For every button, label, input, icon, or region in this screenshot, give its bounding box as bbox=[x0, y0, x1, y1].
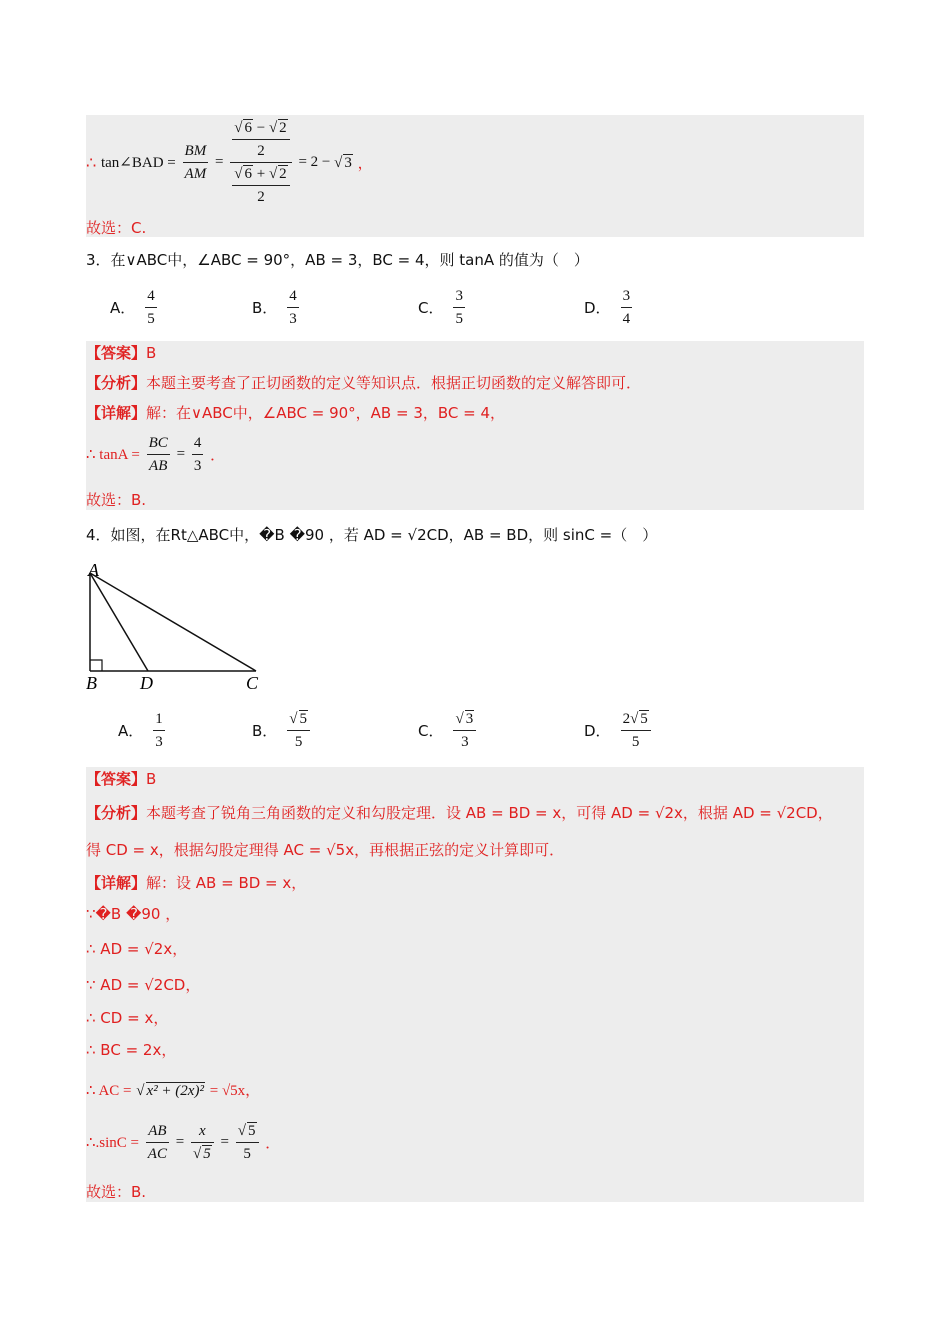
compound-denominator: $\frac{√ 6 + √ 2}{2}$ bbox=[230, 163, 291, 208]
q4-detail: 【详解】解：设 AB = BD = x， bbox=[86, 874, 307, 892]
q3-step: ∴ tanA = $\frac{BC}{AB}$ = $\frac{4}{3}$ ． bbox=[86, 432, 225, 480]
q4-sin-step: ∴.sinC = $\frac{AB}{AC}$ = $\frac{x}{√ 5}$ = $\frac{√ 5}{5}$ ． bbox=[86, 1120, 280, 1170]
q4-analysis-cont: 得 CD = x，根据勾股定理得 AC = √5x，再根据正弦的定义计算即可． bbox=[86, 841, 565, 859]
label-d: D bbox=[140, 673, 153, 693]
q3-option-d[interactable]: D． $\frac{3}{4}$ bbox=[584, 285, 634, 330]
compound-numerator: $\frac{√ 6 - √ 2}{2}$ bbox=[230, 117, 291, 163]
q4-answer: 【答案】B bbox=[86, 770, 157, 788]
therefore-symbol: ∴ bbox=[86, 153, 97, 172]
q4-analysis: 【分析】本题考查了锐角三角函数的定义和勾股定理．设 AB = BD = x，可得 AD = √2x，根据 AD = √2CD， bbox=[86, 804, 833, 822]
q2-choice: 故选：C. bbox=[86, 219, 147, 237]
right-angle-mark bbox=[90, 660, 102, 671]
side-ac bbox=[90, 573, 256, 671]
compound-fraction bbox=[230, 117, 291, 208]
q4-option-a[interactable]: A． $\frac{1}{3}$ bbox=[118, 708, 167, 753]
tan-bad-step: ∴ tan∠BAD = $\frac{BM}{AM}$ = $\frac{\frac{√ 6 - √ 2}{2}}{\frac{√ 6 + √ 2}{2}}$ = 2 − √ 3 ， bbox=[86, 117, 373, 207]
q4-step-4: ∴ CD = x， bbox=[86, 1009, 169, 1027]
q4-option-d[interactable]: D． $\frac{2√ 5}{5}$ bbox=[584, 708, 653, 753]
solution-panel-q3 bbox=[86, 341, 864, 510]
triangle-figure bbox=[80, 558, 280, 698]
q4-step-1: ∵�B �90 ， bbox=[86, 905, 181, 923]
q3-analysis: 【分析】本题主要考查了正切函数的定义等知识点．根据正切函数的定义解答即可． bbox=[86, 374, 642, 392]
q4-stem: 4．如图，在Rt△ABC中，�B �90 ，若 AD = √2CD，AB = BD，则 sinC =（ ） bbox=[86, 526, 658, 544]
q3-detail: 【详解】解：在∨ABC中，∠ABC = 90°，AB = 3，BC = 4， bbox=[86, 404, 506, 422]
label-b: B bbox=[86, 673, 97, 693]
q3-choice: 故选：B. bbox=[86, 491, 147, 509]
label-c: C bbox=[246, 673, 259, 693]
label-a: A bbox=[88, 560, 99, 580]
bm-over-am: $\frac{BM}{AM}$ bbox=[183, 140, 209, 185]
q4-step-3: ∵ AD = √2CD， bbox=[86, 976, 201, 994]
q3-answer: 【答案】B bbox=[86, 344, 157, 362]
q4-step-2: ∴ AD = √2x， bbox=[86, 940, 188, 958]
q4-step-5: ∴ BC = 2x， bbox=[86, 1041, 177, 1059]
q3-option-b[interactable]: B． $\frac{4}{3}$ bbox=[252, 285, 301, 330]
q4-option-b[interactable]: B． $\frac{√ 5}{5}$ bbox=[252, 708, 312, 753]
segment-ad bbox=[90, 573, 148, 671]
q3-option-c[interactable]: C． $\frac{3}{5}$ bbox=[418, 285, 467, 330]
q4-choice: 故选：B. bbox=[86, 1183, 147, 1201]
q3-stem: 3．在∨ABC中，∠ABC = 90°，AB = 3，BC = 4，则 tanA 的值为（ ） bbox=[86, 251, 589, 269]
q3-option-a[interactable]: A． $\frac{4}{5}$ bbox=[110, 285, 159, 330]
q4-ac-step: ∴ AC = √ x² + (2x)² = √5x， bbox=[86, 1083, 261, 1099]
q4-option-c[interactable]: C． $\frac{√ 3}{3}$ bbox=[418, 708, 478, 753]
tan-bad-expr: tan∠BAD = bbox=[100, 155, 176, 171]
